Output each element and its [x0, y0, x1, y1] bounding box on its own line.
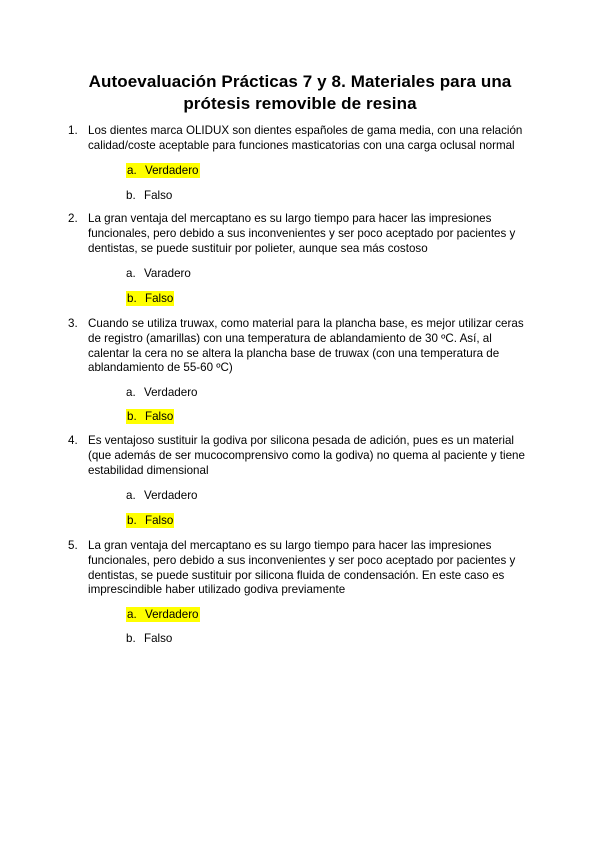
page-title: Autoevaluación Prácticas 7 y 8. Materiales para una prótesis removible de resina [88, 72, 512, 113]
option-letter: b. [126, 189, 136, 202]
option-3a [126, 386, 198, 400]
question-2 [68, 212, 528, 256]
question-text: La gran ventaja del mercaptano es su largo tiempo para hacer las impresiones funcionales, pero debido a sus inconvenientes y ser poco aceptado por pacientes y dentistas, se puede sustituir por polieter, aunque sea más costoso [88, 212, 516, 255]
option-letter: a. [127, 164, 137, 177]
option-label: Falso [145, 514, 174, 527]
option-label: Verdadero [145, 164, 199, 177]
question-number: 4. [68, 434, 78, 447]
option-letter: a. [126, 267, 136, 280]
option-1b [126, 189, 172, 203]
option-letter: b. [126, 632, 136, 645]
question-text: Los dientes marca OLIDUX son dientes españoles de gama media, con una relación calidad/coste aceptable para funciones masticatorias con una carga oclusal normal [88, 124, 523, 152]
highlighted-answer [126, 291, 174, 306]
option-label: Falso [144, 189, 173, 202]
highlighted-answer [126, 163, 200, 178]
question-number: 3. [68, 317, 78, 330]
option-letter: b. [127, 292, 137, 305]
question-text: La gran ventaja del mercaptano es su largo tiempo para hacer las impresiones funcionales, pero debido a sus inconvenientes y ser poco aceptado por pacientes y dentistas, se puede sustituir por silicona fluida de condensación. En este caso es imprescindible haber utilizado godiva previamente [88, 539, 516, 597]
option-label: Falso [144, 632, 173, 645]
option-label: Varadero [144, 267, 191, 280]
option-4b [126, 514, 174, 528]
option-5b [126, 632, 172, 646]
option-letter: a. [126, 489, 136, 502]
highlighted-answer [126, 513, 174, 528]
question-number: 5. [68, 539, 78, 552]
option-letter: a. [126, 386, 136, 399]
option-3b [126, 410, 174, 424]
option-5a [126, 608, 200, 622]
question-number: 1. [68, 124, 78, 137]
question-number: 2. [68, 212, 78, 225]
option-label: Falso [145, 410, 174, 423]
option-2a [126, 267, 191, 281]
question-1 [68, 124, 528, 154]
option-letter: b. [127, 514, 137, 527]
highlighted-answer [126, 607, 200, 622]
question-5 [68, 539, 528, 598]
question-text: Cuando se utiliza truwax, como material para la plancha base, es mejor utilizar ceras de registro (amarillas) con una temperatura de ablandamiento de 30 ºC. Así, al calentar la cera no se altera la plancha base de truwax (con una temperatura de ablandamiento de 55-60 ºC) [88, 317, 524, 375]
option-letter: a. [127, 608, 137, 621]
option-label: Verdadero [145, 608, 199, 621]
option-label: Verdadero [144, 489, 198, 502]
question-3 [68, 317, 528, 376]
highlighted-answer [126, 409, 174, 424]
option-label: Verdadero [144, 386, 198, 399]
question-text: Es ventajoso sustituir la godiva por silicona pesada de adición, pues es un material (que además de ser mucocomprensivo como la godiva) no quema al paciente y tiene estabilidad dimensional [88, 434, 525, 477]
option-label: Falso [145, 292, 174, 305]
question-4 [68, 434, 528, 478]
option-letter: b. [127, 410, 137, 423]
option-1a [126, 164, 200, 178]
option-2b [126, 292, 174, 306]
option-4a [126, 489, 198, 503]
